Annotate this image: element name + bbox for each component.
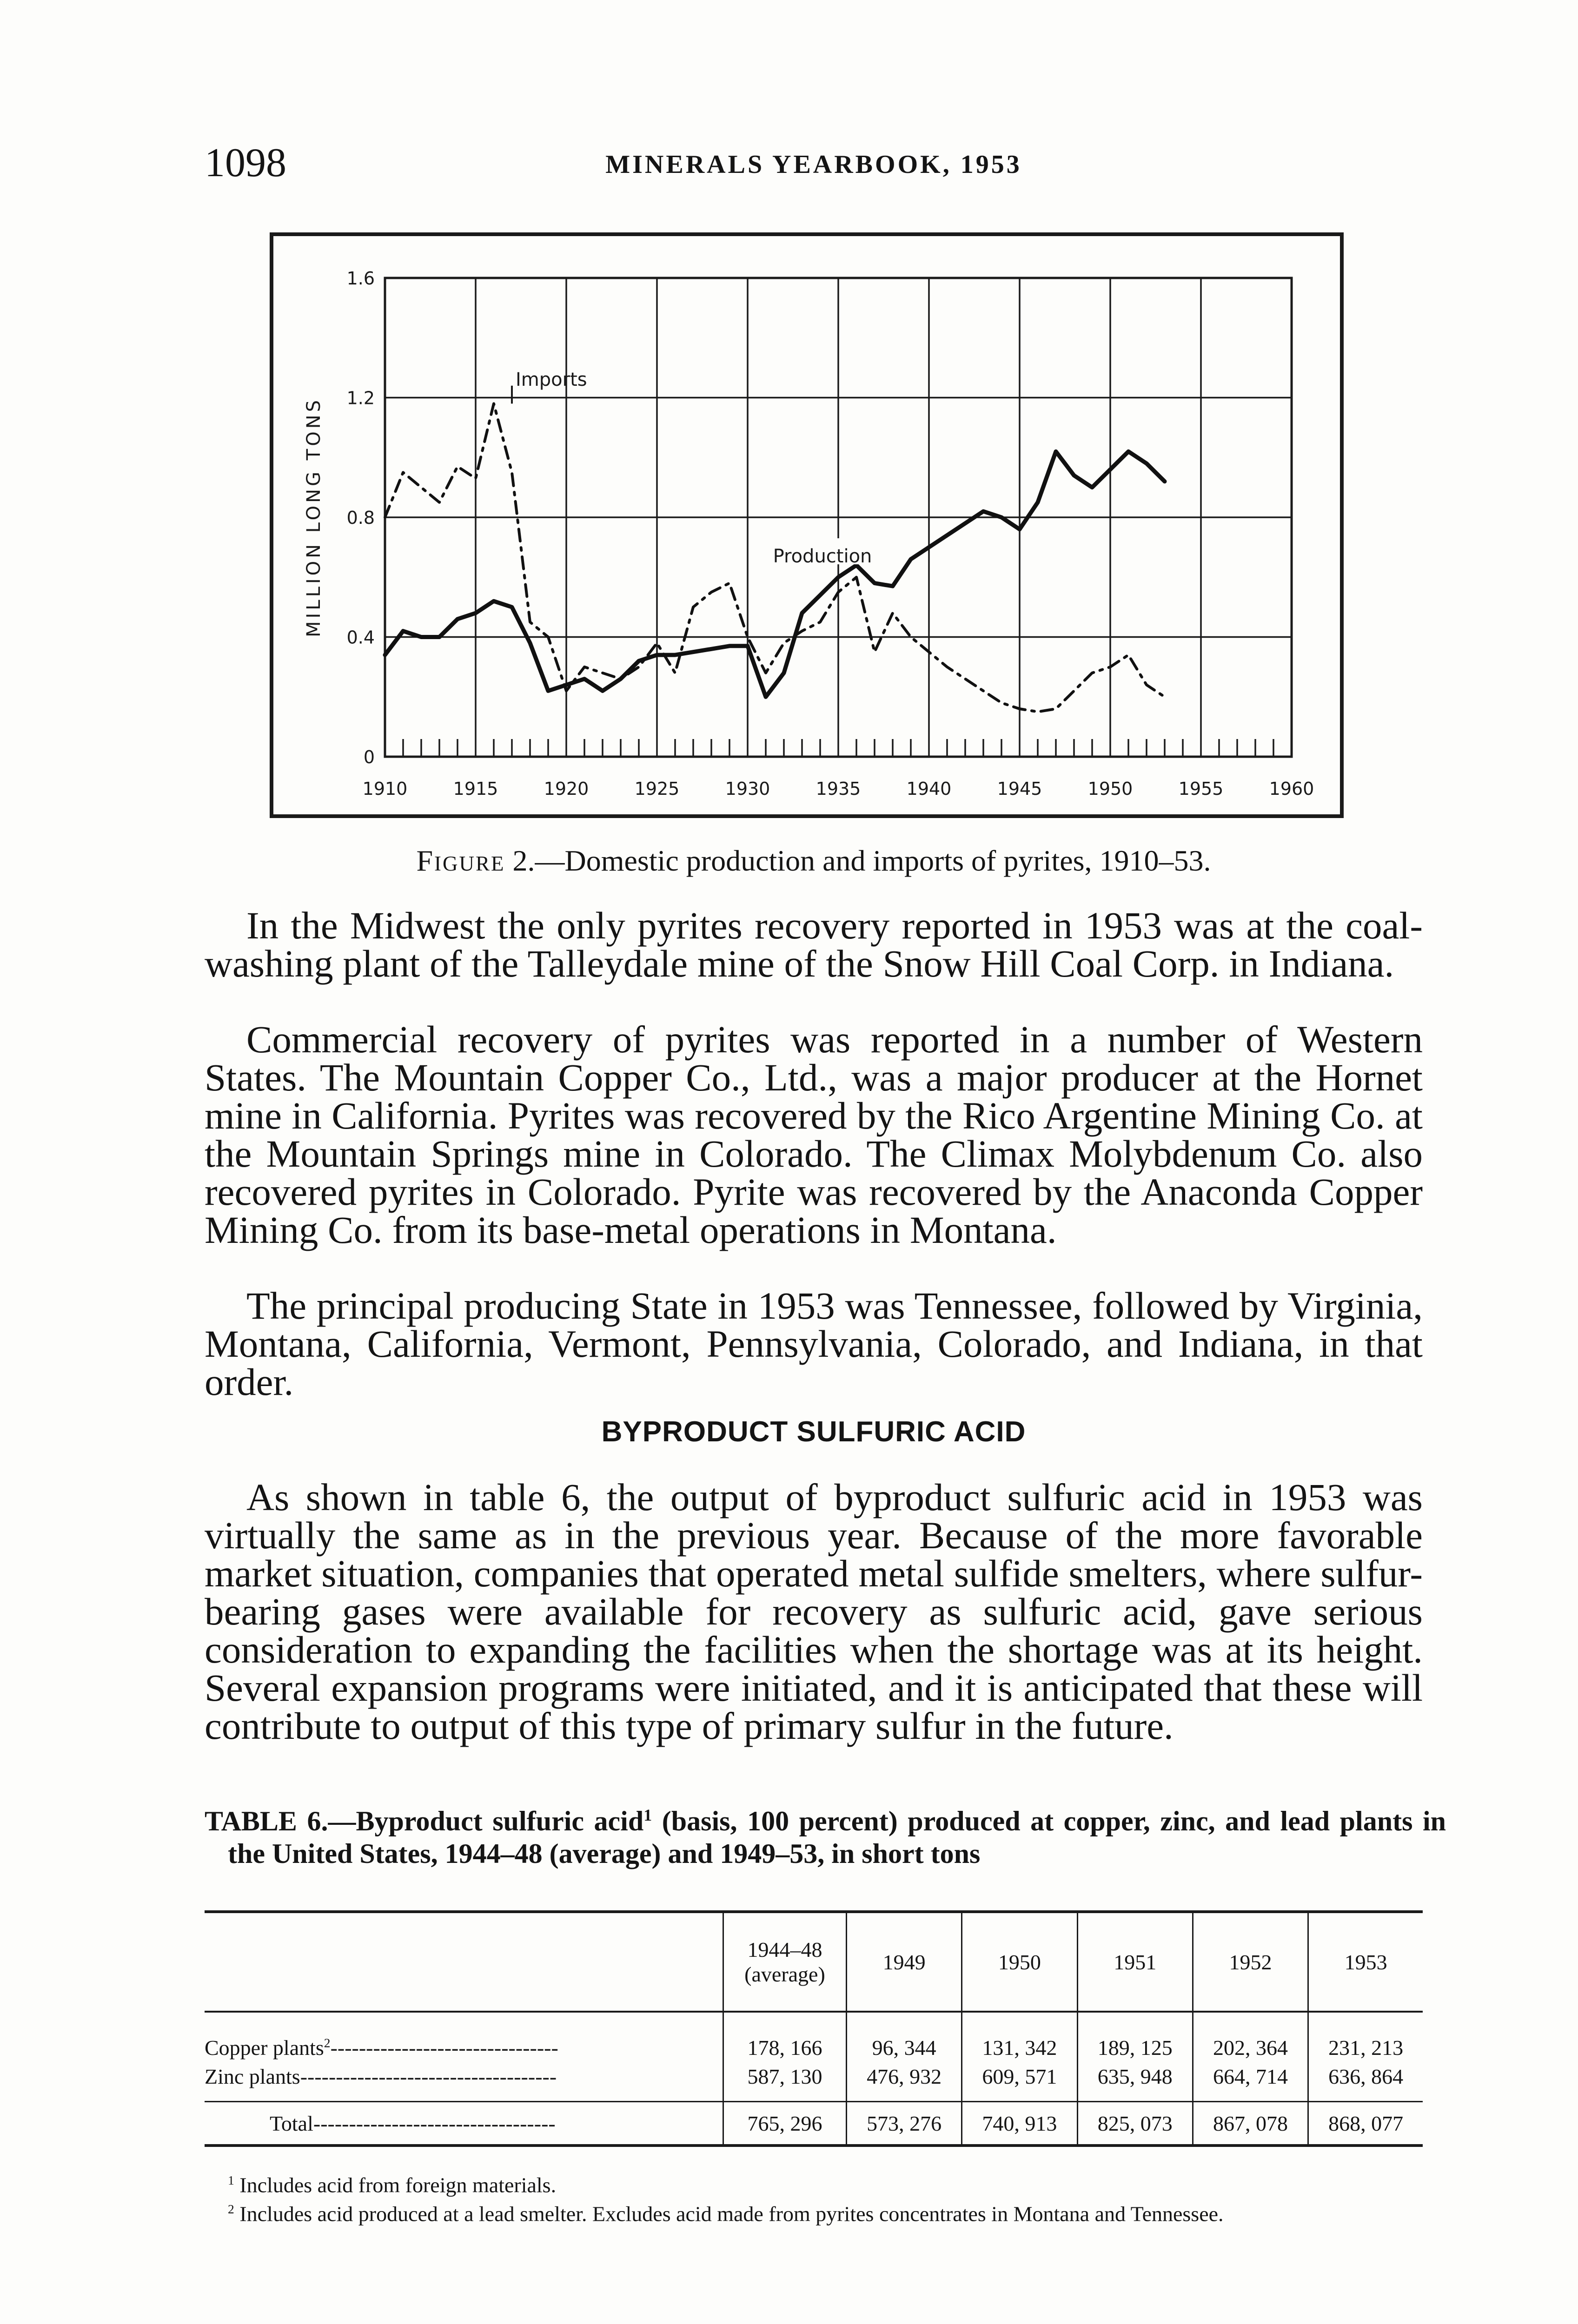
paragraph-midwest: In the Midwest the only pyrites recovery reported in 1953 was at the coal-washing plant of the Talleydale mine of the Snow Hill Coal Corp. in Indiana. <box>205 904 1423 985</box>
table-header-1953: 1953 <box>1308 1912 1423 2012</box>
figure-caption-label: Figure <box>416 844 505 877</box>
footnote-1-text: Includes acid from foreign materials. <box>239 2173 557 2197</box>
table-header-row <box>205 1912 1423 2012</box>
annotation-production: Production <box>773 546 872 567</box>
cell-total-1953: 868, 077 <box>1308 2102 1423 2146</box>
x-tick-label-1920: 1920 <box>544 779 589 799</box>
table-6 <box>205 1910 1423 2147</box>
x-tick-label-1940: 1940 <box>906 779 952 799</box>
table-title <box>205 1799 1446 1870</box>
chart-grid <box>385 278 1292 757</box>
sulfuric-acid-table <box>205 1910 1423 2147</box>
table-row-total <box>205 2102 1423 2146</box>
cell-copper-1950: 131, 342 <box>962 2012 1077 2062</box>
cell-copper-1953: 231, 213 <box>1308 2012 1423 2062</box>
row-label-zinc-leader: ------------------------------------ <box>300 2064 557 2088</box>
row-label-zinc-text: Zinc plants <box>205 2064 300 2088</box>
table-header-1952: 1952 <box>1193 1912 1308 2012</box>
table-row-copper <box>205 2012 1423 2062</box>
table-header-1951: 1951 <box>1077 1912 1193 2012</box>
paragraph-principal-state: The principal producing State in 1953 was Tennessee, followed by Virginia, Montana, California, Vermont, Pennsylvania, Colorado, and Indiana, in that order. <box>205 1284 1423 1403</box>
x-tick-label-1950: 1950 <box>1087 779 1133 799</box>
x-tick-label-1955: 1955 <box>1178 779 1224 799</box>
x-tick-label-1925: 1925 <box>634 779 680 799</box>
y-tick-label-1.2: 1.2 <box>346 388 375 409</box>
cell-total-1949: 573, 276 <box>846 2102 961 2146</box>
table-header-1950: 1950 <box>962 1912 1077 2012</box>
table-title-rest: (basis, 100 percent) produced at copper, zinc, and lead plants in the United States, 1944–48 (average) and 1949–53, in short tons <box>228 1806 1446 1869</box>
cell-total-1944-48: 765, 296 <box>723 2102 847 2146</box>
row-label-copper <box>205 2012 723 2062</box>
cell-copper-1944-48: 178, 166 <box>723 2012 847 2062</box>
row-label-copper-text: Copper plants <box>205 2035 324 2060</box>
row-label-total <box>205 2102 723 2146</box>
pyrites-line-chart <box>273 236 1340 814</box>
cell-total-1952: 867, 078 <box>1193 2102 1308 2146</box>
table-header-1944-48-average: (average) <box>744 1962 825 1986</box>
table-title-lead: TABLE 6.—Byproduct sulfuric acid <box>205 1806 644 1836</box>
x-tick-label-1910: 1910 <box>362 779 408 799</box>
cell-zinc-1952: 664, 714 <box>1193 2062 1308 2102</box>
paragraph-western-states: Commercial recovery of pyrites was reported in a number of Western States. The Mountain Copper Co., Ltd., was a major producer at the Hornet mine in California. Pyrites was recovered by the Rico Argentine Mining Co. at the Mountain Springs mine in Colorado. The Climax Molybdenum Co. also recovered pyrites in Colorado. Pyrite was recovered by the Anaconda Copper Mining Co. from its base-metal operations in Montana. <box>205 1018 1423 1251</box>
paragraph-sulfuric-acid: As shown in table 6, the output of byproduct sulfuric acid in 1953 was virtually the same as in the previous year. Because of the more favorable market situation, companies that operated metal sulfide smelters, where sulfur-bearing gases were available for recovery as sulfuric acid, gave serious consideration to expanding the facilities when the shortage was at its height. Several expansion programs were initiated, and it is anticipated that these will contribute to output of this type of primary sulfur in the future. <box>205 1476 1423 1747</box>
footnote-2 <box>205 2197 1423 2226</box>
cell-zinc-1950: 609, 571 <box>962 2062 1077 2102</box>
footnote-2-text: Includes acid produced at a lead smelter. Excludes acid made from pyrites concentrates in Montana and Tennessee. <box>239 2202 1224 2226</box>
table-footnotes <box>205 2168 1423 2226</box>
table-header-1944-48-years: 1944–48 <box>747 1938 822 1961</box>
cell-copper-1952: 202, 364 <box>1193 2012 1308 2062</box>
page-number: 1098 <box>205 140 286 185</box>
figure-frame <box>270 232 1344 818</box>
cell-zinc-1953: 636, 864 <box>1308 2062 1423 2102</box>
y-tick-label-0.4: 0.4 <box>346 627 375 648</box>
table-header-1949: 1949 <box>846 1912 961 2012</box>
series-line-production <box>385 451 1165 697</box>
y-tick-label-0.8: 0.8 <box>346 508 375 528</box>
x-tick-label-1960: 1960 <box>1269 779 1314 799</box>
x-tick-label-1930: 1930 <box>725 779 770 799</box>
figure-caption-text: 2.—Domestic production and imports of pyrites, 1910–53. <box>512 844 1211 877</box>
row-label-copper-leader: -------------------------------- <box>330 2035 558 2060</box>
x-tick-label-1945: 1945 <box>997 779 1042 799</box>
y-tick-label-1.6: 1.6 <box>346 268 375 289</box>
footnote-1 <box>205 2168 1423 2197</box>
y-tick-label-0: 0 <box>363 747 375 767</box>
y-axis-title: MILLION LONG TONS <box>303 397 325 638</box>
footnote-2-mark: 2 <box>228 2202 234 2217</box>
row-label-total-leader: ---------------------------------- <box>313 2111 556 2135</box>
footnote-1-mark: 1 <box>228 2173 234 2187</box>
cell-copper-1949: 96, 344 <box>846 2012 961 2062</box>
cell-total-1950: 740, 913 <box>962 2102 1077 2146</box>
table-row-zinc <box>205 2062 1423 2102</box>
table-title-footnote-mark: 1 <box>643 1806 652 1824</box>
section-heading: BYPRODUCT SULFURIC ACID <box>601 1416 1026 1448</box>
row-label-zinc <box>205 2062 723 2102</box>
row-label-total-text: Total <box>270 2111 313 2135</box>
running-title: MINERALS YEARBOOK, 1953 <box>605 150 1022 179</box>
chart-labels <box>303 268 1314 799</box>
row-label-copper-footnote-mark: 2 <box>324 2035 331 2050</box>
x-tick-label-1935: 1935 <box>816 779 861 799</box>
x-tick-label-1915: 1915 <box>453 779 498 799</box>
cell-copper-1951: 189, 125 <box>1077 2012 1193 2062</box>
table-header-blank <box>205 1912 723 2012</box>
table-header-1944-48 <box>723 1912 847 2012</box>
figure-caption <box>205 844 1423 878</box>
cell-zinc-1944-48: 587, 130 <box>723 2062 847 2102</box>
annotation-imports: Imports <box>516 369 587 390</box>
cell-zinc-1951: 635, 948 <box>1077 2062 1193 2102</box>
page-header <box>205 139 1423 191</box>
cell-zinc-1949: 476, 932 <box>846 2062 961 2102</box>
cell-total-1951: 825, 073 <box>1077 2102 1193 2146</box>
